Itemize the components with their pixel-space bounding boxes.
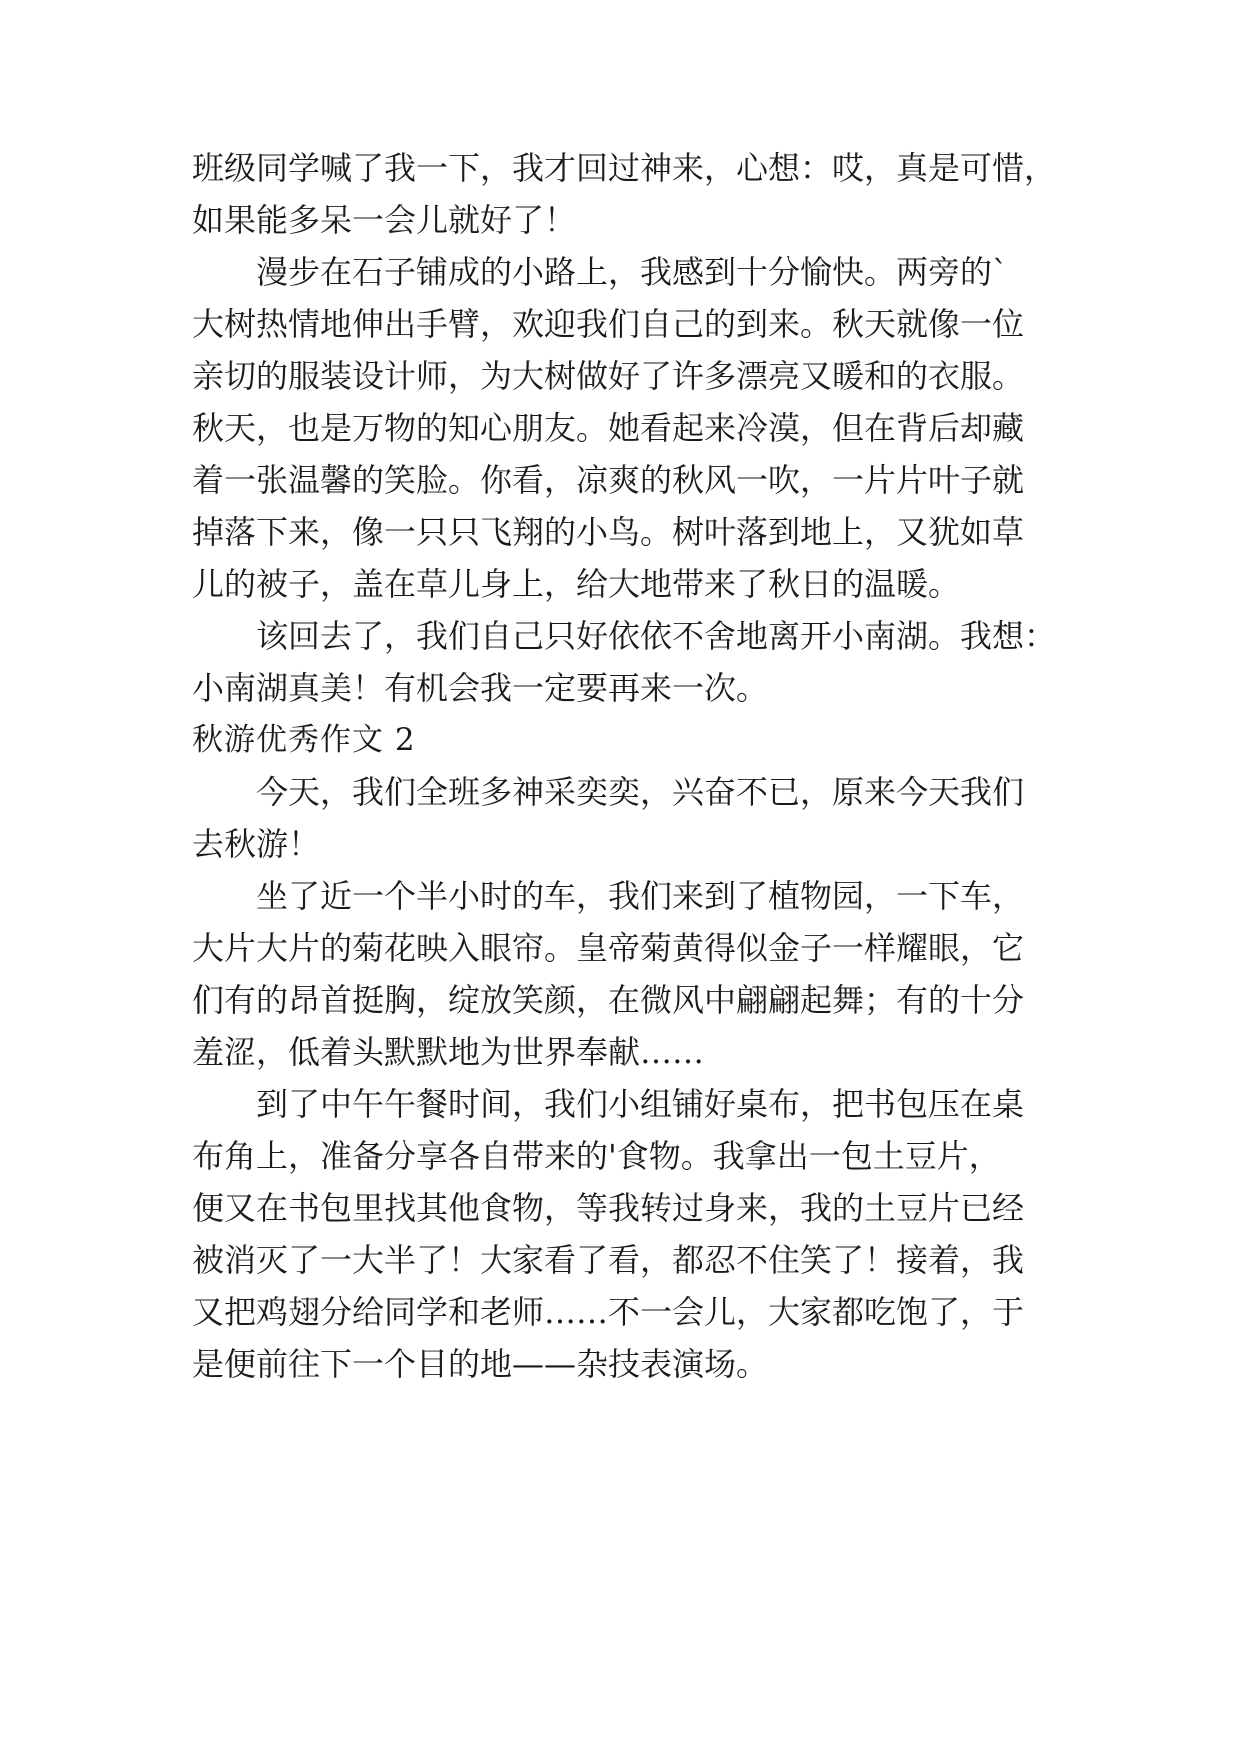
text-line: 该回去了，我们自己只好依依不舍地离开小南湖。我想：	[192, 617, 1057, 655]
text-line: 坐了近一个半小时的车，我们来到了植物园，一下车，	[192, 877, 1025, 915]
text-line: 被消灭了一大半了！大家看了看，都忍不住笑了！接着，我	[192, 1241, 1025, 1279]
text-line: 掉落下来，像一只只飞翔的小鸟。树叶落到地上，又犹如草	[192, 513, 1025, 551]
text-line: 儿的被子，盖在草儿身上，给大地带来了秋日的温暖。	[192, 565, 961, 603]
text-line: 大树热情地伸出手臂，欢迎我们自己的到来。秋天就像一位	[192, 305, 1025, 343]
text-line: 是便前往下一个目的地——杂技表演场。	[192, 1345, 769, 1383]
text-line: 班级同学喊了我一下，我才回过神来，心想：哎，真是可惜，	[192, 149, 1057, 187]
text-line: 羞涩，低着头默默地为世界奉献……	[192, 1033, 705, 1071]
text-line: 便又在书包里找其他食物，等我转过身来，我的土豆片已经	[192, 1189, 1025, 1227]
text-line: 去秋游！	[192, 825, 321, 863]
text-line: 今天，我们全班多神采奕奕，兴奋不已，原来今天我们	[192, 773, 1025, 811]
text-line: 漫步在石子铺成的小路上，我感到十分愉快。两旁的`	[192, 253, 1009, 291]
text-line: 小南湖真美！有机会我一定要再来一次。	[192, 669, 769, 707]
text-line: 布角上，准备分享各自带来的'食物。我拿出一包土豆片，	[192, 1137, 1001, 1175]
text-line: 亲切的服装设计师，为大树做好了许多漂亮又暖和的衣服。	[192, 357, 1025, 395]
text-line: 大片大片的菊花映入眼帘。皇帝菊黄得似金子一样耀眼，它	[192, 929, 1025, 967]
text-line: 又把鸡翅分给同学和老师……不一会儿，大家都吃饱了，于	[192, 1293, 1025, 1331]
text-line: 如果能多呆一会儿就好了！	[192, 201, 577, 239]
text-line: 秋天，也是万物的知心朋友。她看起来冷漠，但在背后却藏	[192, 409, 1025, 447]
text-line: 到了中午午餐时间，我们小组铺好桌布，把书包压在桌	[192, 1085, 1025, 1123]
section-heading: 秋游优秀作文 2	[192, 722, 416, 758]
text-line: 们有的昂首挺胸，绽放笑颜，在微风中翩翩起舞；有的十分	[192, 981, 1025, 1019]
text-line: 着一张温馨的笑脸。你看，凉爽的秋风一吹，一片片叶子就	[192, 461, 1025, 499]
